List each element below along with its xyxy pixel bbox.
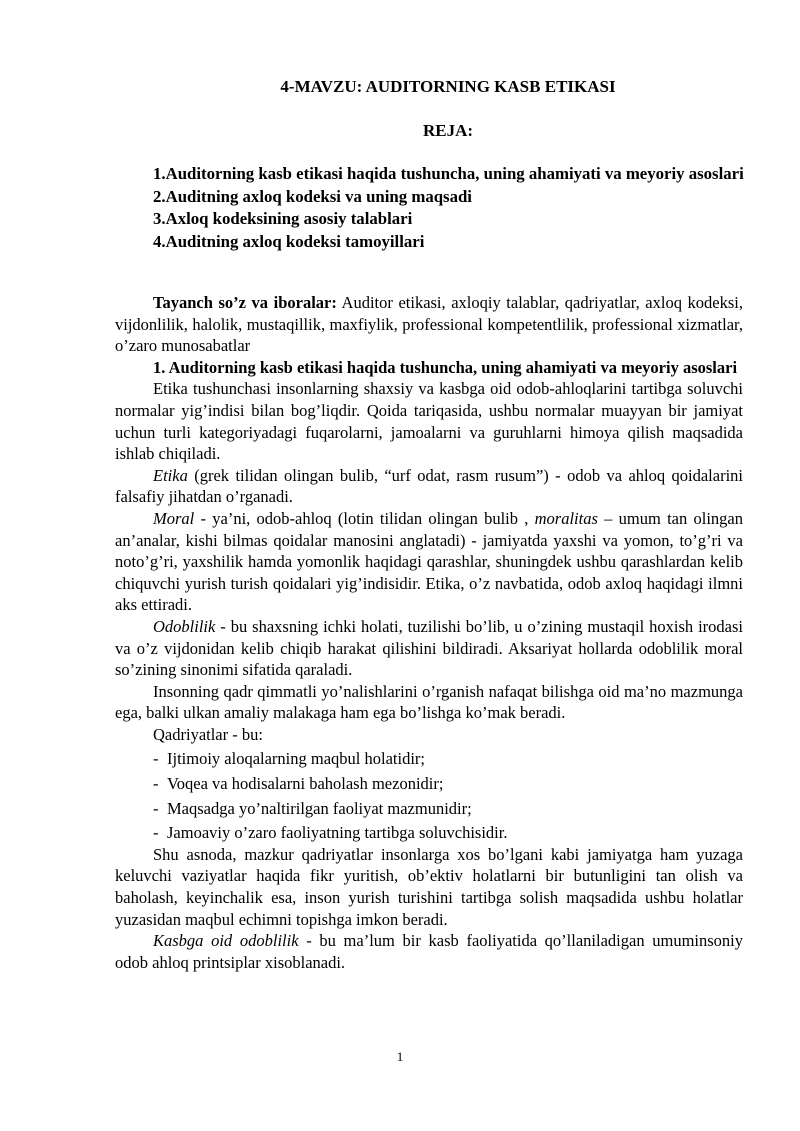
plan-heading: REJA: <box>422 121 474 140</box>
plan-item: 3.Axloq kodeksining asosiy talablari <box>153 209 413 228</box>
list-item: - Maqsadga yo’naltirilgan faoliyat mazmunidir; <box>153 798 472 818</box>
paragraph-qadriyatlar: Qadriyatlar - bu: <box>153 724 263 744</box>
page-number: 1 <box>396 1049 404 1064</box>
list-item: - Voqea va hodisalarni baholash mezonidir; <box>153 774 444 794</box>
term-etika: Etika <box>153 465 188 485</box>
term-kasbga-oid-odoblilik: Kasbga oid odoblilik <box>153 931 299 951</box>
section-heading: 1. Auditorning kasb etikasi haqida tushuncha, uning ahamiyati va meyoriy asoslari <box>153 357 738 377</box>
keywords-text: Auditor etikasi, axloqiy talablar, qadriyatlar, axloq kodeksi, vijdonlilik, halolik, mustaqillik, maxfiylik, professional kompetentlilik, professional xizmatlar, o’zaro munosabatlar <box>115 293 743 356</box>
plan-item: 1.Auditorning kasb etikasi haqida tushuncha, uning ahamiyati va meyoriy asoslari <box>153 164 744 183</box>
paragraph-etika: Etika (grek tilidan olingan bulib, “urf odat, rasm rusum”) - odob va ahloq qoidalarini falsafiy jihatdan o’rganadi. <box>115 465 743 507</box>
list-item: - Jamoaviy o’zaro faoliyatning tartibga soluvchisidir. <box>153 823 508 843</box>
values-list <box>115 748 743 843</box>
paragraph-odoblilik: Odoblilik - bu shaxsning ichki holati, tuzilishi bo’lib, u o’zining mustaqil hoxish irodasi va o’z vijdonidan kelib chiqib harakat qilishini bildiradi. Aksariyat hollarda odoblilik moral so’zining sinonimi sifatida qaraladi. <box>115 616 743 680</box>
term-moral: Moral <box>153 508 195 528</box>
keywords-paragraph <box>115 292 743 357</box>
plan-item: 4.Auditning axloq kodeksi tamoyillari <box>153 231 425 251</box>
paragraph-etika-concept: Etika tushunchasi insonlarning shaxsiy va kasbga oid odob-ahloqlarini tartibga soluvchi normalar yig’indisi bilan bog’liqdir. Qoida tariqasida, ushbu normalar muayyan bir jamiyat uchun turli kategoriyadagi fuqarolarni, jamoalarni va guruhlarni himoya qilish maqsadida ishlab chiqiladi. <box>115 379 743 464</box>
plan-item: 2.Auditning axloq kodeksi va uning maqsadi <box>153 186 472 206</box>
paragraph-qadr: Insonning qadr qimmatli yo’nalishlarini o’rganish nafaqat bilishga oid ma’no mazmunga ega, balki ulkan amaliy malakaga ham ega bo’lishga ko’mak beradi. <box>115 681 743 723</box>
page-title: 4-MAVZU: AUDITORNING KASB ETIKASI <box>280 77 616 96</box>
paragraph-shu-asnoda: Shu asnoda, mazkur qadriyatlar insonlarga xos bo’lgani kabi jamiyatga ham yuzaga keluvchi vaziyatlar haqida fikr yuritish, ob’ektiv holatlarni bir butunligini tan olish va baholash, keyinchalik esa, inson yurish turishini tartibga solish maqsadida ushbu holatlar yuzasidan maqbul echimni topishga imkon beradi. <box>115 844 743 929</box>
term-moralitas: moralitas <box>534 508 598 528</box>
paragraph-kasbga-oid: Kasbga oid odoblilik - bu ma’lum bir kasb faoliyatida qo’llaniladigan umuminsoniy odob ahloq printsiplar xisoblanadi. <box>115 931 744 972</box>
plan-list <box>153 163 745 253</box>
paragraph-moral: Moral - ya’ni, odob-ahloq (lotin tilidan olingan bulib , moralitas – umum tan olingan an’analar, kishi bilmas qoidalar manosini anglatadi) - jamiyatda yaxshi va yomon, to’g’ri va noto’g’ri, yaxshilik hamda yomonlik haqidagi qarashlar, shuningdek ushbu qarashlardan kelib chiquvchi yurish turish qoidalari yig’indisidir. Etika, o’z navbatida, odob axloq haqidagi ilmni aks ettiradi. <box>115 508 743 615</box>
document-body <box>115 292 743 973</box>
list-item: - Ijtimoiy aloqalarning maqbul holatidir; <box>153 749 425 769</box>
term-odoblilik: Odoblilik <box>153 616 216 636</box>
keywords-label: Tayanch so’z va iboralar: <box>153 293 337 312</box>
